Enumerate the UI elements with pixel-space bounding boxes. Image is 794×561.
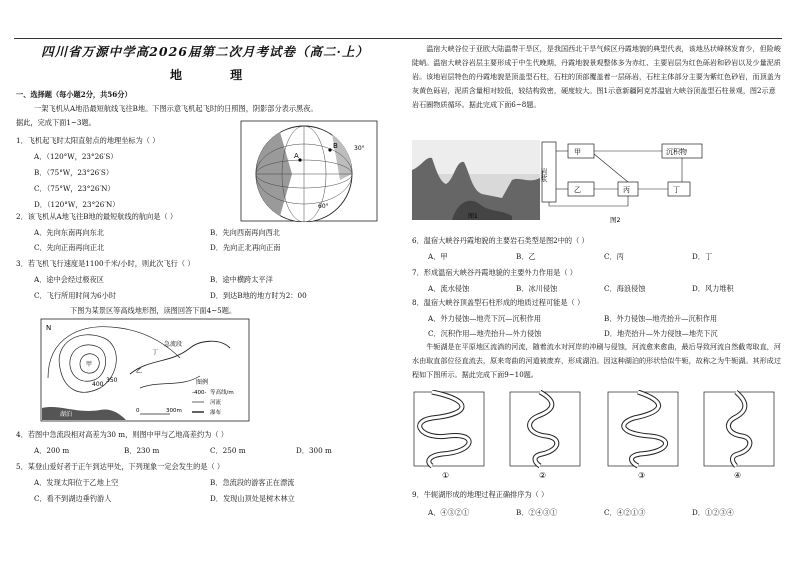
cycle-jia: 甲 <box>574 148 581 156</box>
globe-label-b: B <box>333 142 338 150</box>
legend-value: -400- <box>192 390 207 396</box>
legend-waterfall: 瀑布 <box>210 410 222 416</box>
scale-label-0: 0 <box>136 408 140 414</box>
intro-text: 据此，完成下面1~3题。 <box>16 118 96 127</box>
question-6-stem: 6．温宿大峡谷丹霞地貌的主要岩石类型是图2中的（ ） <box>412 236 589 245</box>
page-title: 四川省万源中学高2026届第二次月考试卷（高二·上） <box>41 44 369 59</box>
q8-option-b[interactable]: B．外力侵蚀—地壳抬升—沉积作用 <box>604 314 718 323</box>
q3-option-c[interactable]: C．飞行所用时间为6小时 <box>34 291 116 300</box>
passage-canyon: 温宿大峡谷位于亚欧大陆温带干旱区，是我国西北干旱气候区丹霞地貌的典型代表，该地丛状峰林发育少，但险峻陡峭。温宿大峡谷岩层主要形成于中生代晚期，丹霞地貌景观整体多为赤红、主要岩层为红色砾岩和砂岩以及少量泥质岩。该地岩层特色的丹霞地貌是顶盖型石柱，石柱的顶部覆盖着一层砾岩，石柱主体部分主要为紫红色砂岩，而顶盖为灰黄色砾岩，泥质含量相对较低，较结构致密，硬度较大。图1示意新疆阿克苏温宿大峡谷顶盖型石柱景观，图2示意岩石圈物质循环。据此完成下面6~8题。 <box>412 44 781 109</box>
question-8-stem: 8．温宿大峡谷顶盖型石柱形成的地质过程可能是（ ） <box>412 298 585 307</box>
cycle-sediment: 沉积物 <box>666 148 687 156</box>
question-1-stem: 1．飞机起飞时太阳直射点的地理坐标为（ ） <box>16 136 160 145</box>
canyon-photo-figure <box>412 140 540 220</box>
cycle-magma: 岩浆 <box>540 168 548 182</box>
q7-option-c[interactable]: C．海浪侵蚀 <box>604 284 646 293</box>
oxbow-process-figure <box>412 390 778 482</box>
map-label-lake: 湖泊 <box>60 411 73 418</box>
globe-label-30: 30° <box>354 145 365 152</box>
q9-option-b[interactable]: B．②④③① <box>516 508 558 517</box>
globe-label-60: 60° <box>318 203 329 210</box>
fig2-caption: 图2 <box>610 216 621 224</box>
question-7-stem: 7．形成温宿大峡谷丹霞地貌的主要外力作用是（ ） <box>412 268 577 277</box>
q3-option-b[interactable]: B．途中横跨太平洋 <box>210 275 273 284</box>
map-label-jia: 甲 <box>86 361 93 368</box>
q9-option-a[interactable]: A．④③②① <box>428 508 470 517</box>
q4-option-a[interactable]: A．200 m <box>34 446 70 455</box>
q5-option-c[interactable]: C．看不到湖边垂钓游人 <box>34 494 112 503</box>
contour-map-figure <box>40 318 250 422</box>
meander-panel-4 <box>704 392 774 480</box>
q3-option-d[interactable]: D．到达B地的地方时为2：00 <box>210 291 307 300</box>
meander-label-1: ① <box>442 471 450 480</box>
question-5-stem: 5．某登山爱好者于正午到达甲处，下列现象一定会发生的是（ ） <box>16 462 225 471</box>
q6-option-d[interactable]: D．丁 <box>692 252 713 261</box>
q3-option-a[interactable]: A．途中会经过极夜区 <box>34 275 104 284</box>
map-label-rapids: 急流段 <box>164 341 183 348</box>
q2-option-c[interactable]: C．先向正南再向正北 <box>34 243 105 252</box>
q1-option-b[interactable]: B．（75°W，23°26′S） <box>34 168 114 177</box>
question-2-stem: 2．该飞机从A地飞往B地的最短航线的航向是（ ） <box>16 212 178 221</box>
map-label-ding: 丁 <box>152 349 159 356</box>
q2-option-d[interactable]: D．先向正北再向正南 <box>210 243 281 252</box>
q2-option-b[interactable]: B．先向西南再向西北 <box>210 228 280 237</box>
map-label-yi: 乙 <box>136 368 143 375</box>
q9-option-c[interactable]: C．④②①③ <box>604 508 646 517</box>
map-label-n: N <box>46 324 52 332</box>
rock-cycle-figure <box>540 140 716 226</box>
q7-option-d[interactable]: D．风力堆积 <box>692 284 734 293</box>
question-3-stem: 3．若飞机飞行速度是1100千米/小时，则此次飞行（ ） <box>16 259 195 268</box>
q9-option-d[interactable]: D．①②③④ <box>692 508 734 517</box>
q5-option-d[interactable]: D．发现山顶处是树木林立 <box>210 494 295 503</box>
meander-label-3: ③ <box>638 471 646 480</box>
question-9-stem: 9．牛轭湖形成的地理过程正确排序为（ ） <box>412 490 549 499</box>
q7-option-a[interactable]: A．流水侵蚀 <box>428 284 470 293</box>
intro-text: 下图为某景区等高线地形图，读图回答下面4~5题。 <box>70 306 237 315</box>
q8-option-c[interactable]: C．沉积作用—地壳抬升—外力侵蚀 <box>428 329 542 338</box>
map-label-350: 350 <box>106 377 118 384</box>
q6-option-c[interactable]: C．丙 <box>604 252 624 261</box>
q6-option-a[interactable]: A．甲 <box>428 252 448 261</box>
subject-title: 地 理 <box>170 68 265 82</box>
cycle-yi: 乙 <box>574 186 581 194</box>
meander-panel-3 <box>608 392 678 480</box>
q2-option-a[interactable]: A．先向东南再向东北 <box>34 228 104 237</box>
q1-option-c[interactable]: C．（75°W，23°26′N） <box>34 184 115 193</box>
q4-option-d[interactable]: D．300 m <box>296 446 332 455</box>
question-4-stem: 4．若图中急流段相对高差为30 m，则图中甲与乙地高差约为（ ） <box>16 430 228 439</box>
map-label-400: 400 <box>92 381 104 388</box>
q8-option-a[interactable]: A．外力侵蚀—地壳下沉—沉积作用 <box>428 314 542 323</box>
q4-option-c[interactable]: C．250 m <box>210 446 246 455</box>
meander-panel-1 <box>414 392 484 480</box>
intro-text: 一架飞机从A地沿最短航线飞往B地。下图示意飞机起飞时的日照图，阴影部分表示黑夜。 <box>34 104 318 113</box>
scale-label-300: 300m <box>166 408 182 414</box>
cycle-bing: 丙 <box>623 186 630 194</box>
q1-option-a[interactable]: A．（120°W，23°26′S） <box>34 152 118 161</box>
q7-option-b[interactable]: B．冰川侵蚀 <box>516 284 558 293</box>
sunlight-globe-figure <box>240 120 378 222</box>
q8-option-d[interactable]: D．地壳抬升—外力侵蚀—地壳下沉 <box>604 329 718 338</box>
legend-title: 图例 <box>196 379 209 386</box>
globe-label-a: A <box>294 152 299 160</box>
cycle-ding: 丁 <box>673 186 680 194</box>
q5-option-b[interactable]: B．急流段的游客正在漂流 <box>210 478 295 487</box>
q6-option-b[interactable]: B．乙 <box>516 252 536 261</box>
meander-label-2: ② <box>539 471 547 480</box>
legend-river: 河流 <box>210 400 222 406</box>
header-rule <box>14 38 782 39</box>
section-heading: 一、选择题（每小题2分，共56分） <box>16 90 132 99</box>
q1-option-d[interactable]: D．（120°W，23°26′N） <box>34 200 120 209</box>
fig1-caption: 图1 <box>468 213 478 220</box>
q5-option-a[interactable]: A．发现太阳位于乙地上空 <box>34 478 119 487</box>
passage-oxbow: 牛轭湖是在平原地区流淌的河流，随着流水对河岸的冲刷与侵蚀，河流愈来愈曲，最后导致河流自然截弯取直，河水由取直部位径直流去，原来弯曲的河道被废弃，形成湖泊。因这种湖泊的形状恰似牛轭，故称之为牛轭湖。其形成过程如下图所示。据此完成下面9~10题。 <box>412 342 781 379</box>
meander-label-4: ④ <box>734 471 742 480</box>
q4-option-b[interactable]: B．230 m <box>124 446 160 455</box>
legend-contour: 等高线/m <box>210 390 234 396</box>
meander-panel-2 <box>510 392 580 480</box>
